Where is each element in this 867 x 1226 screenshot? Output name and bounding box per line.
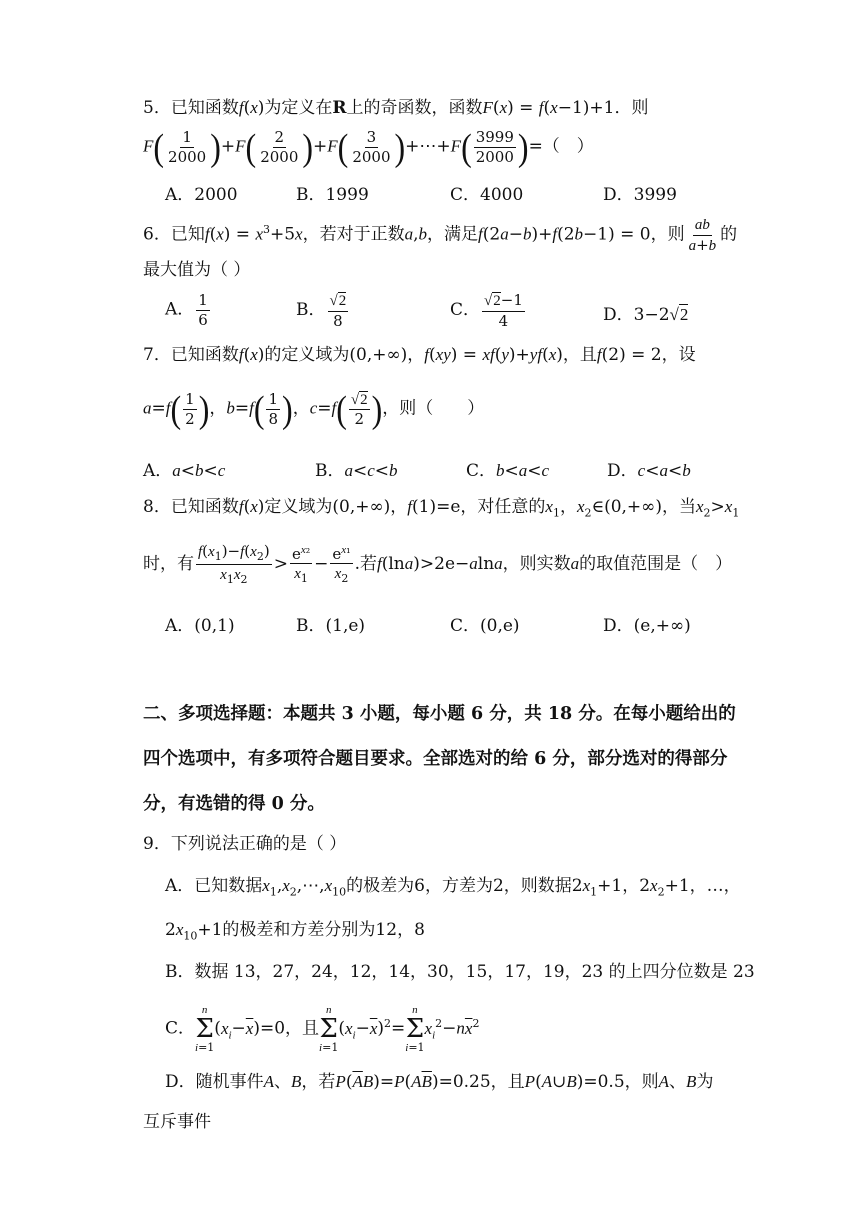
q8-option-c: C．(0,e) — [450, 616, 520, 636]
q9-option-c: C． n Σ i=1 $(x_i-\overline{x})=0$，且 n Σ i=1 $(x_i-\overline{x})^2=$ n Σ i=1 $x_i^2-n\overline{x}^2$ — [165, 1004, 480, 1054]
q9-stem: 9．下列说法正确的是（ ） — [143, 834, 347, 854]
q8-stem2: 时，有 $\frac{f(x_1)-f(x_2)}{x_1x_2}$ > $\frac{e^{x_2}}{x_1}$ − $\frac{e^{x_1}}{x_2}$ .若f(lna)>2e−alna，则实数a的取值范围是（ ） — [143, 542, 733, 587]
q8-option-d: D．(e,+∞) — [603, 616, 691, 636]
q6-option-c: C． $\frac{√2-1}{4}$ — [450, 291, 523, 330]
q9-option-d-line1: D．随机事件A、B，若$P(\overline{A}B)=P(A\overline{B})=0.25$，且P(A∪B)=0.5，则A、B为 — [165, 1072, 714, 1092]
q7-option-b: B．a<c<b — [315, 461, 398, 481]
section2-line2: 四个选项中，有多项符合题目要求。全部选对的给 6 分，部分选对的得部分 — [143, 749, 728, 769]
q5-option-c: C．4000 — [450, 185, 524, 205]
section2-line3: 分，有选错的得 0 分。 — [143, 794, 325, 814]
q8-stem: 8．已知函数f(x)定义域为(0,+∞)，f(1)=e，对任意的$x_1$，$x_2\in(0,+\infty)$，当$x_2>x_1$ — [143, 497, 740, 520]
q7-stem2: a=f( $\frac{1}{2}$ )，b=f( $\frac{1}{8}$ )，c=f( $\frac{√2}{2}$ )，则（ ） — [143, 387, 485, 431]
q9-option-d-line2: 互斥事件 — [143, 1112, 211, 1132]
q5-stem: 5．已知函数f(x)为定义在R上的奇函数，函数F(x) = f(x−1)+1．则 — [143, 98, 649, 118]
q8-option-b: B．(1,e) — [296, 616, 366, 636]
q8-option-a: A．(0,1) — [165, 616, 235, 636]
q6-option-a: A． $\frac{1}{6}$ — [165, 291, 208, 329]
q9-option-b: B．数据 13，27，24，12，14，30，15，17，19，23 的上四分位数是 23 — [165, 962, 755, 982]
q7-option-a: A．a<b<c — [143, 461, 226, 481]
q6-stem: 6．已知$f(x) = x^3+5x$，若对于正数a,b，满足f(2a−b)+f(2b−1) = 0，则 $\frac{ab}{a+b}$ 的 — [143, 217, 738, 254]
q7-option-d: D．c<a<b — [607, 461, 691, 481]
q5-expr: F( $\frac{1}{2000}$ )+F( $\frac{2}{2000}$ )+F( $\frac{3}{2000}$ )+⋯+F( $\frac{3999}{2000}$ )=（ ） — [143, 125, 594, 169]
q6-option-d: D．3−2√2 — [603, 305, 689, 325]
section2-line1: 二、多项选择题：本题共 3 小题，每小题 6 分，共 18 分。在每小题给出的 — [143, 704, 736, 724]
q5-option-d: D．3999 — [603, 185, 677, 205]
q6-option-b: B． $\frac{√2}{8}$ — [296, 293, 347, 330]
q7-option-c: C．b<a<c — [466, 461, 550, 481]
q7-stem: 7．已知函数f(x)的定义域为(0,+∞)，f(xy) = xf(y)+yf(x)，且f(2) = 2，设 — [143, 345, 696, 365]
q5-option-a: A．2000 — [165, 185, 238, 205]
q9-option-a-line2: $2x_{10}+1$的极差和方差分别为12，8 — [165, 920, 425, 943]
q9-option-a-line1: A．已知数据$x_1,x_2,\cdots,x_{10}$的极差为6，方差为2，则数据$2x_1+1$，$2x_2+1$，…， — [165, 876, 741, 899]
q5-option-b: B．1999 — [296, 185, 369, 205]
q6-stem2: 最大值为（ ） — [143, 260, 251, 280]
